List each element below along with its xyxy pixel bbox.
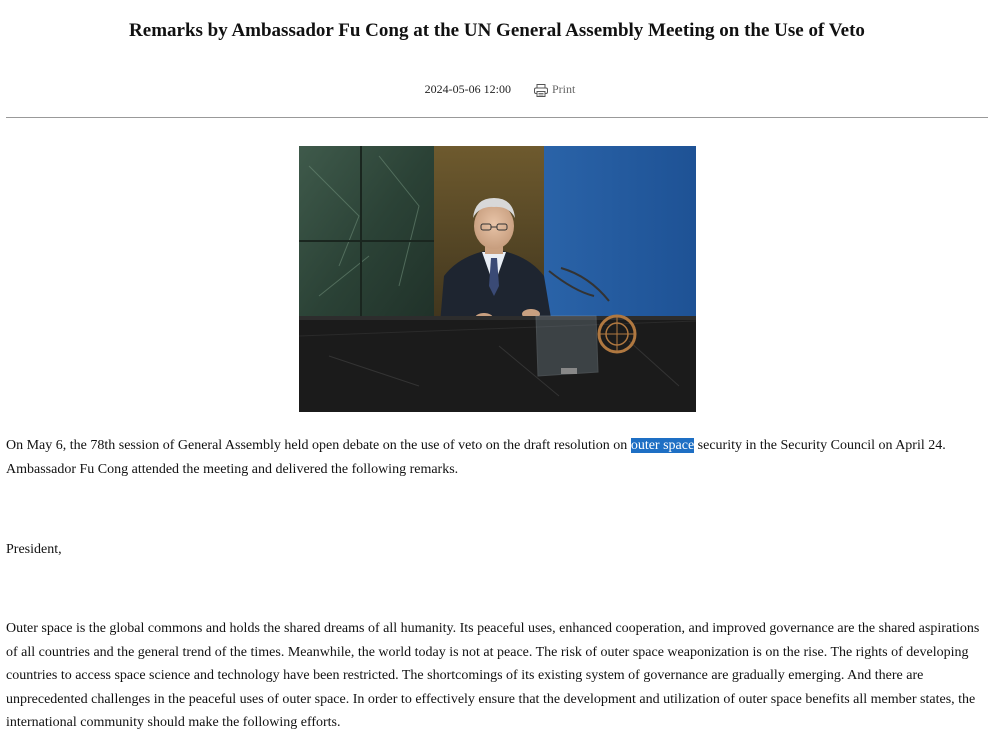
publish-date: 2024-05-06 12:00 xyxy=(424,81,511,96)
printer-icon xyxy=(534,84,548,97)
article-photo xyxy=(299,146,696,412)
intro-text-before: On May 6, the 78th session of General Assembly held open debate on the use of veto on the draft resolution on xyxy=(6,438,631,453)
header-divider xyxy=(6,117,988,118)
print-button[interactable] xyxy=(534,82,575,97)
selected-text-highlight[interactable]: outer space xyxy=(630,438,695,453)
intro-paragraph xyxy=(6,434,986,481)
salutation: President, xyxy=(6,542,62,557)
page-title: Remarks by Ambassador Fu Cong at the UN General Assembly Meeting on the Use of Veto xyxy=(129,20,865,41)
article-meta xyxy=(0,81,1000,97)
intro-text-after: security in the Security Council on April 24. Ambassador Fu Cong attended the meeting and delivered the following remarks. xyxy=(6,438,946,477)
body-paragraph: Outer space is the global commons and holds the shared dreams of all humanity. Its peaceful uses, enhanced cooperation, and improved governance are the shared aspirations of all countries and the general trend of the times. Meanwhile, the world today is not at peace. The risk of outer space weaponization is on the rise. The rights of developing countries to access space science and technology have been restricted. The shortcomings of its existing system of governance are gradually emerging. And there are unprecedented challenges in the peaceful uses of outer space. In order to effectively ensure that the development and utilization of outer space benefits all member states, the international community should make the following efforts. xyxy=(6,621,980,730)
print-label: Print xyxy=(551,81,576,96)
